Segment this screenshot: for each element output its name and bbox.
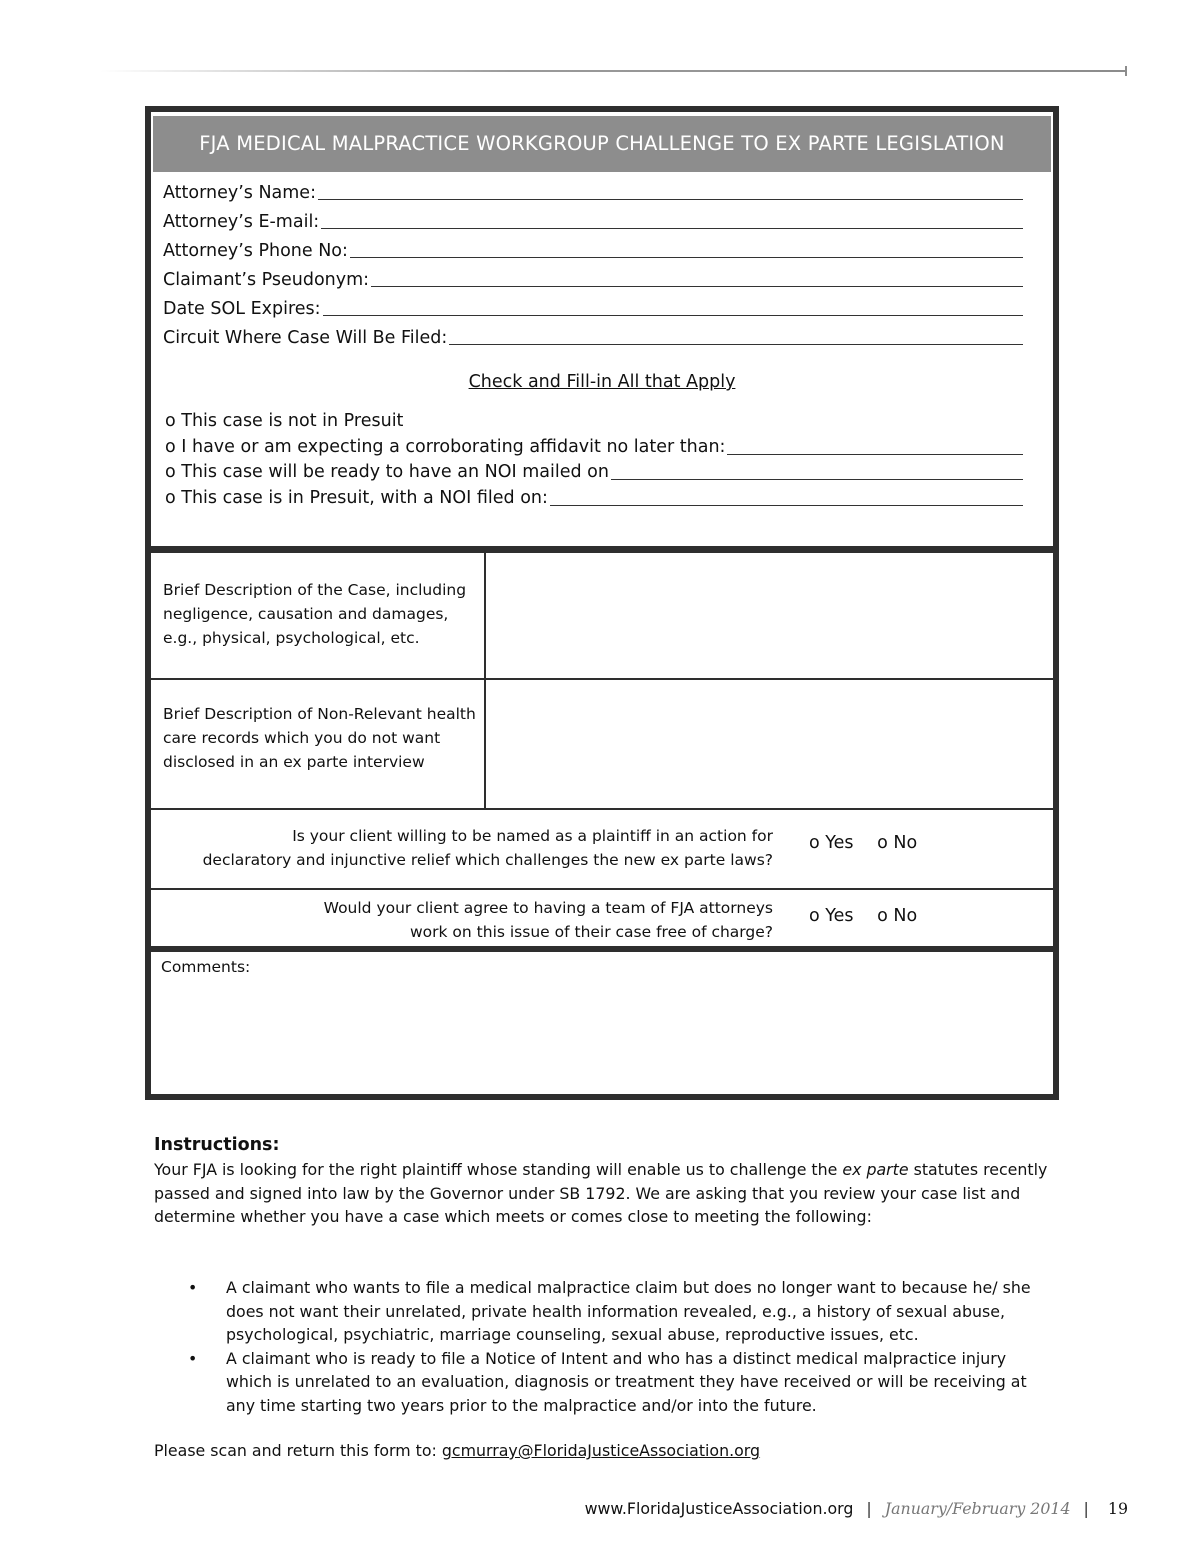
option-not-presuit-label: o This case is not in Presuit [165,411,404,431]
option-presuit-noi-label: o This case is in Presuit, with a NOI filed on: [165,488,548,508]
team-question [173,896,773,944]
instructions-body-text: statutes recently passed and signed into law by the Governor under SB 1792. We are asking that you review your case list and determine whether you have a case which meets or comes close to meeting the following: [154,1160,1048,1226]
attorney-name-label: Attorney’s Name: [163,183,316,203]
claimant-pseudonym-input[interactable] [371,286,1023,287]
team-yes-checkbox[interactable]: o Yes [809,906,854,926]
noi-mailed-date-input[interactable] [611,479,1023,480]
option-noi-mailed-label: o This case will be ready to have an NOI mailed on [165,462,609,482]
records-description-input[interactable] [487,680,1053,809]
comments-label: Comments: [161,958,251,976]
page-number: 19 [1107,1499,1128,1518]
option-presuit-noi[interactable] [165,485,1023,509]
plaintiff-question [173,824,773,872]
scan-text: Please scan and return this form to: [154,1441,442,1460]
instructions [154,1134,1054,1229]
comments-input[interactable] [155,982,1049,1090]
affidavit-date-input[interactable] [727,454,1023,455]
plaintiff-no-checkbox[interactable]: o No [877,833,918,853]
team-question-line2: work on this issue of their case free of charge? [410,923,773,941]
form-title: FJA MEDICAL MALPRACTICE WORKGROUP CHALLENGE TO EX PARTE LEGISLATION [153,116,1051,172]
instructions-body-text: Your FJA is looking for the right plaintiff whose standing will enable us to challenge the [154,1160,843,1179]
option-noi-mailed[interactable] [165,459,1023,483]
option-affidavit-label: o I have or am expecting a corroborating affidavit no later than: [165,437,726,457]
sol-date-input[interactable] [323,315,1023,316]
attorney-email-input[interactable] [321,228,1023,229]
challenge-form [145,106,1059,1100]
option-affidavit[interactable] [165,434,1023,458]
claimant-pseudonym-field[interactable] [163,265,1023,291]
team-answer[interactable] [809,906,935,926]
row-divider [151,808,1053,810]
scan-instructions [154,1441,760,1460]
criteria-list [154,1276,1034,1417]
team-no-checkbox[interactable]: o No [877,906,918,926]
option-not-presuit[interactable] [165,408,1023,432]
attorney-phone-label: Attorney’s Phone No: [163,241,348,261]
attorney-phone-field[interactable] [163,236,1023,262]
attorney-name-input[interactable] [318,199,1023,200]
sol-date-field[interactable] [163,294,1023,320]
footer-separator: | [866,1499,872,1518]
plaintiff-yes-checkbox[interactable]: o Yes [809,833,854,853]
circuit-input[interactable] [449,344,1023,345]
row-divider [151,888,1053,890]
plaintiff-answer[interactable] [809,833,935,853]
check-heading: Check and Fill-in All that Apply [468,372,736,392]
circuit-field[interactable] [163,323,1023,349]
email-link[interactable]: gcmurray@FloridaJusticeAssociation.org [441,1441,761,1460]
circuit-label: Circuit Where Case Will Be Filed: [163,328,448,348]
instructions-body [154,1158,1054,1229]
page-footer [585,1499,1128,1518]
section-divider [151,546,1053,553]
instructions-title: Instructions: [154,1135,280,1155]
case-description-label: Brief Description of the Case, including negligence, causation and damages, e.g., physical, psychological, etc. [163,581,467,647]
records-description-label: Brief Description of Non-Relevant health care records which you do not want disclosed in an ex parte interview [163,705,476,771]
attorney-email-field[interactable] [163,207,1023,233]
team-question-line1: Would your client agree to having a team of FJA attorneys [323,899,773,917]
footer-separator: | [1083,1499,1089,1518]
claimant-pseudonym-label: Claimant’s Pseudonym: [163,270,370,290]
description-column-divider [484,553,486,809]
header-rule-tick [1125,66,1127,76]
noi-filed-date-input[interactable] [550,505,1023,506]
sol-date-label: Date SOL Expires: [163,299,321,319]
list-item: • A claimant who is ready to file a Notice of Intent and who has a distinct medical malpractice injury which is unrelated to an evaluation, diagnosis or treatment they have received or will be receiving at any time starting two years prior to the malpractice and/or into the future. [154,1347,1034,1418]
header-rule [100,70,1126,72]
footer-issue: January/February 2014 [884,1499,1071,1518]
plaintiff-question-line2: declaratory and injunctive relief which challenges the new ex parte laws? [202,851,773,869]
comments-divider [151,946,1053,952]
attorney-name-field[interactable] [163,178,1023,204]
attorney-email-label: Attorney’s E-mail: [163,212,320,232]
footer-website[interactable]: www.FloridaJusticeAssociation.org [584,1499,854,1518]
attorney-phone-input[interactable] [350,257,1023,258]
case-description-input[interactable] [487,553,1053,678]
plaintiff-question-line1: Is your client willing to be named as a plaintiff in an action for [292,827,773,845]
instructions-body-italic: ex parte [842,1160,909,1179]
list-item: • A claimant who wants to file a medical malpractice claim but does no longer want to because he/ she does not want their unrelated, private health information revealed, e.g., a history of sexual abuse, psychological, psychiatric, marriage counseling, sexual abuse, reproductive issues, etc. [154,1276,1034,1347]
